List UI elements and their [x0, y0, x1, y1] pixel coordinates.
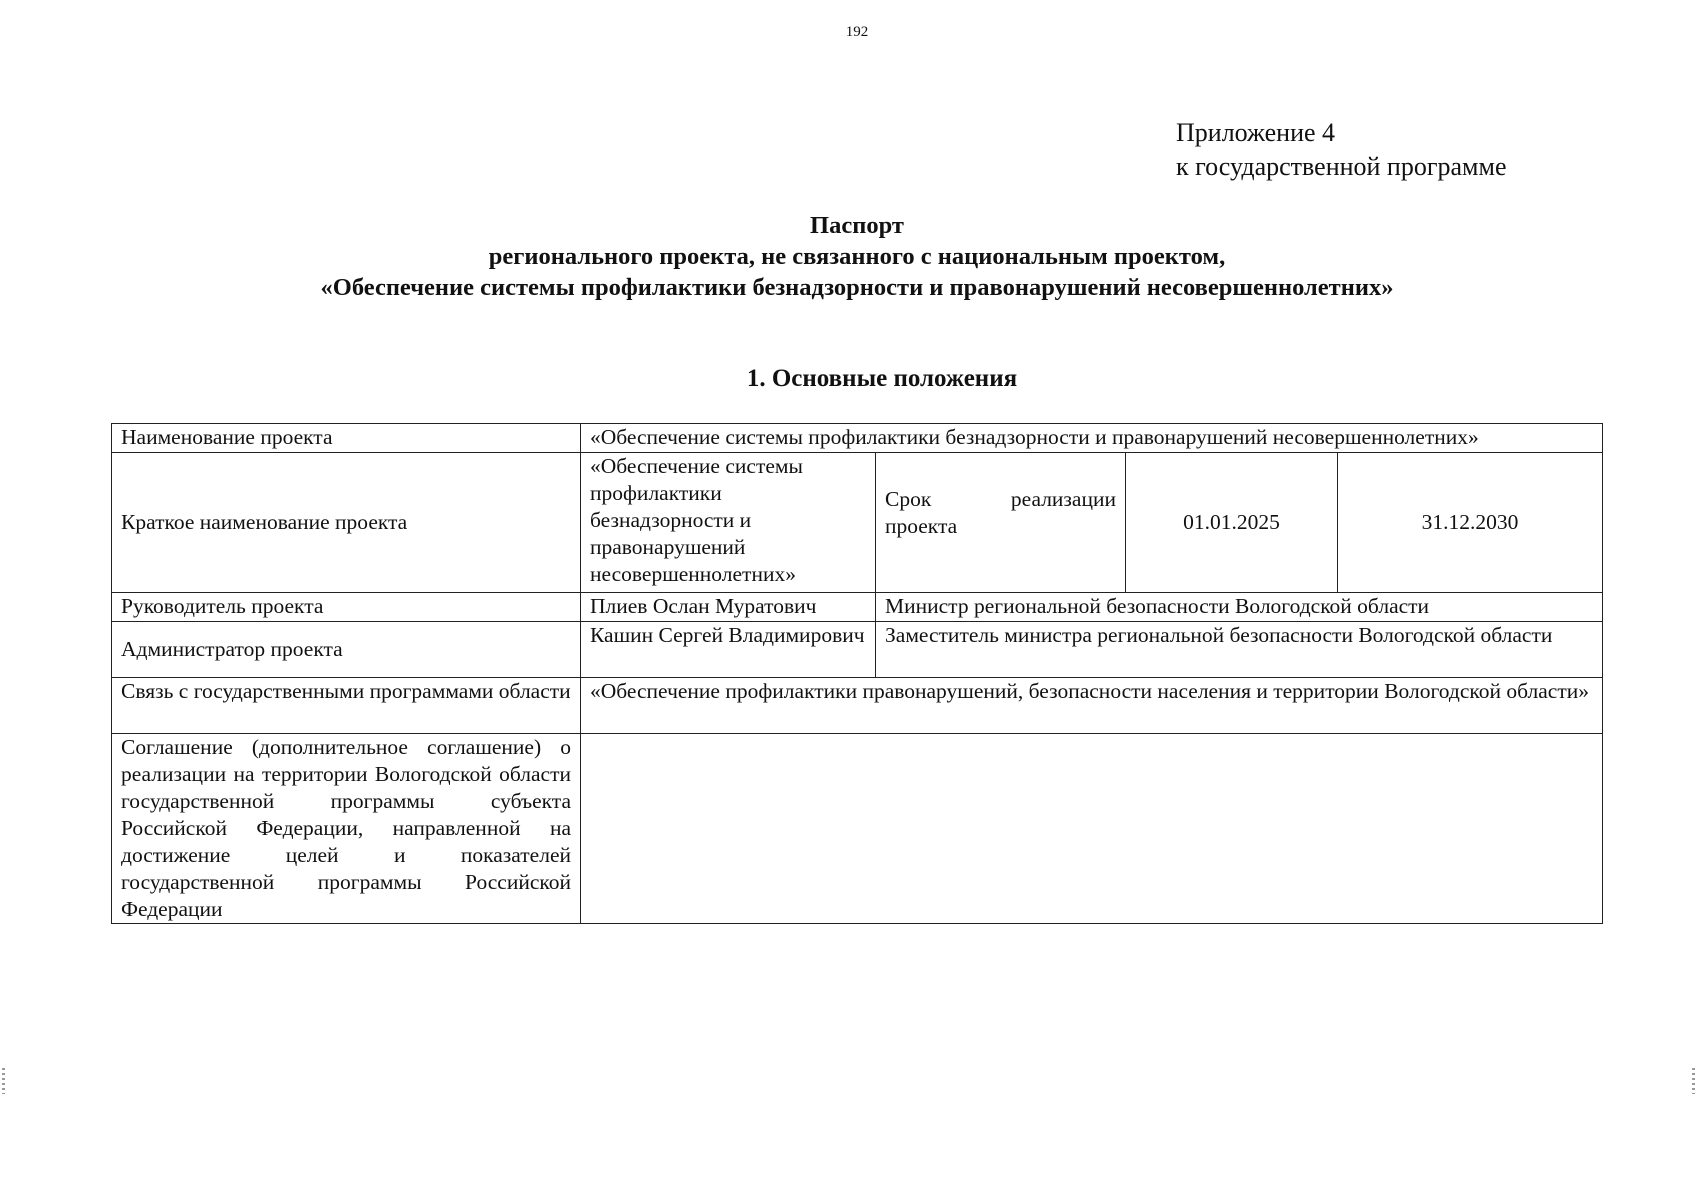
programs-link-label: Связь с государственными программами области — [112, 678, 581, 734]
term-label: Срок реализации проекта — [885, 486, 1116, 538]
section-title: 1. Основные положения — [746, 365, 1018, 392]
appendix-note — [1176, 116, 1507, 184]
appendix-line-1: Приложение 4 — [1176, 118, 1336, 147]
scan-edge-mark-left — [2, 1068, 5, 1094]
table-row-agreement — [112, 734, 1603, 924]
title-line-1: Паспорт — [810, 212, 904, 239]
short-name-value: «Обеспечение системы профилактики безнадзорности и правонарушений несовершеннолетних» — [581, 453, 876, 593]
table-row-short-name — [112, 453, 1603, 593]
agreement-value — [581, 734, 1603, 924]
head-person: Плиев Ослан Муратович — [581, 593, 876, 622]
page-number: 192 — [845, 24, 869, 40]
document-title — [0, 210, 1697, 303]
term-cell — [876, 453, 1126, 593]
start-date: 01.01.2025 — [1126, 453, 1338, 593]
title-line-2: регионального проекта, не связанного с национальным проектом, — [488, 243, 1226, 270]
table-row-administrator — [112, 622, 1603, 678]
project-name-label: Наименование проекта — [112, 424, 581, 453]
end-date: 31.12.2030 — [1338, 453, 1603, 593]
administrator-position: Заместитель министра региональной безопасности Вологодской области — [876, 622, 1603, 678]
table-row-programs-link — [112, 678, 1603, 734]
project-passport-table — [111, 423, 1603, 924]
short-name-label: Краткое наименование проекта — [112, 453, 581, 593]
title-line-3: «Обеспечение системы профилактики безнадзорности и правонарушений несовершеннолетних» — [320, 274, 1394, 301]
appendix-line-2: к государственной программе — [1176, 152, 1507, 181]
table-row-head — [112, 593, 1603, 622]
head-label: Руководитель проекта — [112, 593, 581, 622]
project-name-value: «Обеспечение системы профилактики безнадзорности и правонарушений несовершеннолетних» — [581, 424, 1603, 453]
table-row-project-name — [112, 424, 1603, 453]
scan-edge-mark-right — [1692, 1068, 1695, 1094]
programs-link-value: «Обеспечение профилактики правонарушений, безопасности населения и территории Вологодской области» — [581, 678, 1603, 734]
administrator-person: Кашин Сергей Владимирович — [581, 622, 876, 678]
head-position: Министр региональной безопасности Вологодской области — [876, 593, 1603, 622]
agreement-label: Соглашение (дополнительное соглашение) о реализации на территории Вологодской области государственной программы субъекта Российской Федерации, направленной на достижение целей и показателей государственной программы Российской Федерации — [112, 734, 581, 924]
administrator-label: Администратор проекта — [112, 622, 581, 678]
